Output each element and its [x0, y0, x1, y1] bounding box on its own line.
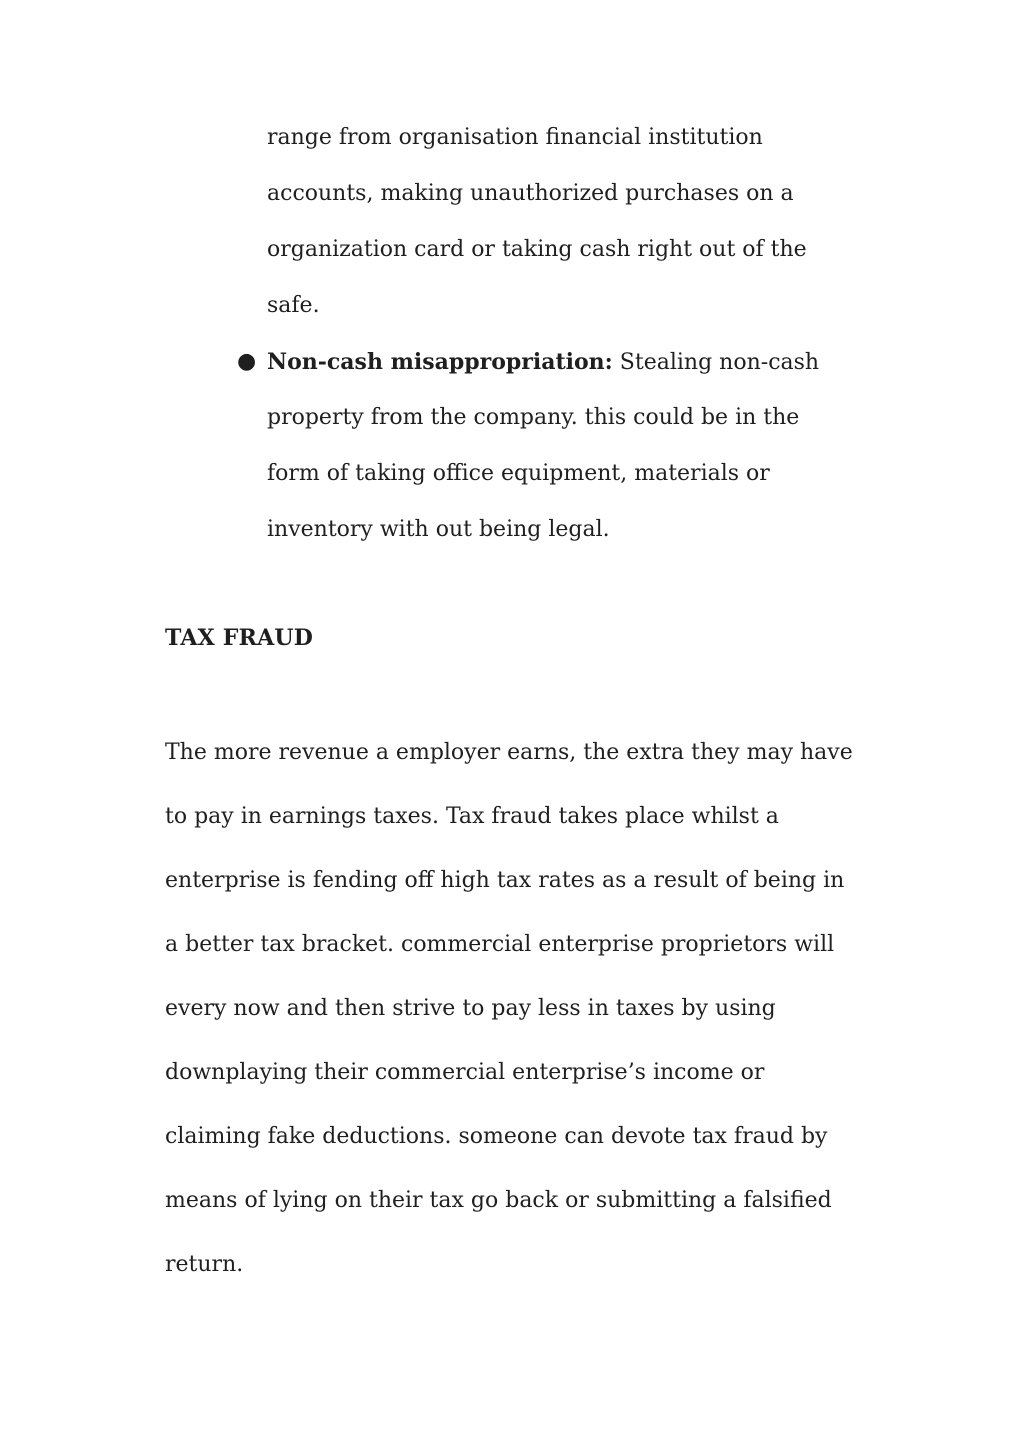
list-item-continued-line: organization card or taking cash right out of the [267, 237, 807, 262]
bullet-icon: ● [237, 349, 257, 374]
paragraph-line: enterprise is fending off high tax rates as a result of being in [165, 868, 845, 893]
section-heading: TAX FRAUD [165, 625, 314, 651]
list-item-continued-line: safe. [267, 293, 320, 318]
bullet-item-line: property from the company. this could be in the [267, 405, 800, 430]
paragraph-line: to pay in earnings taxes. Tax fraud takes place whilst a [165, 804, 779, 829]
bullet-item-line: inventory with out being legal. [267, 517, 610, 542]
bullet-item-line: form of taking office equipment, materials or [267, 461, 770, 486]
bullet-item-first-line-text: Stealing non-cash [612, 350, 820, 375]
list-item-continued-line: range from organisation financial institution [267, 125, 763, 150]
bullet-item-term: Non-cash misappropriation: [267, 349, 613, 375]
paragraph-line: claiming fake deductions. someone can devote tax fraud by [165, 1124, 828, 1149]
paragraph-line: every now and then strive to pay less in taxes by using [165, 996, 776, 1021]
paragraph-line: a better tax bracket. commercial enterprise proprietors will [165, 932, 835, 957]
paragraph-line: return. [165, 1252, 244, 1277]
paragraph-line: downplaying their commercial enterprise’s income or [165, 1060, 765, 1085]
paragraph-line: means of lying on their tax go back or submitting a falsified [165, 1188, 832, 1213]
list-item-continued-line: accounts, making unauthorized purchases on a [267, 181, 794, 206]
paragraph-line: The more revenue a employer earns, the extra they may have [165, 740, 853, 765]
bullet-item-first-line [267, 347, 819, 378]
